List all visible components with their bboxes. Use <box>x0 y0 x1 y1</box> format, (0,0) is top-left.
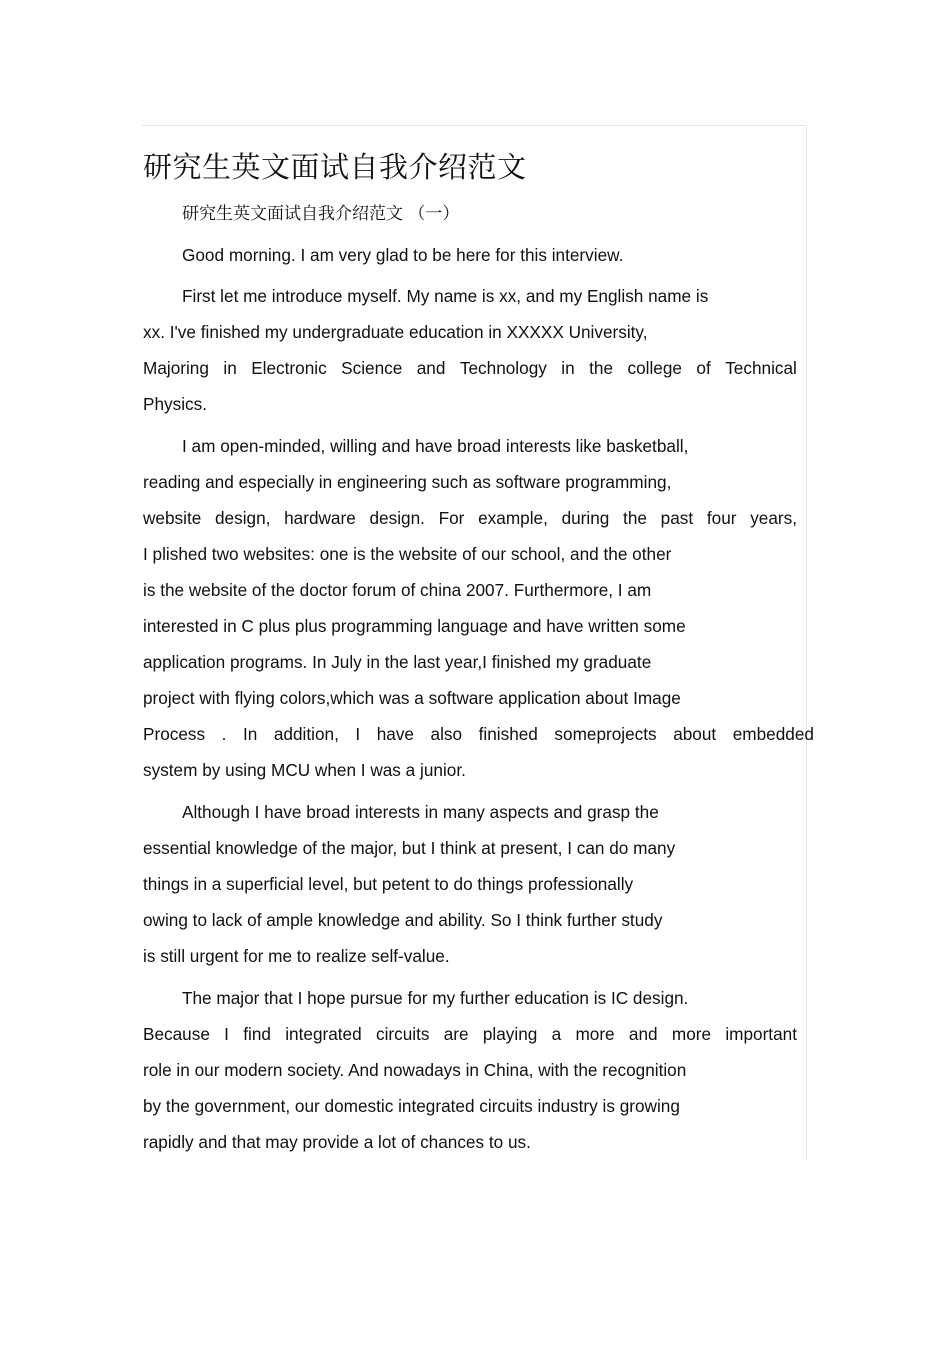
text-line: First let me introduce myself. My name is xx, and my English name is <box>182 286 709 306</box>
word: a <box>551 1024 562 1044</box>
text-line: project with flying colors,which was a software application about Image <box>143 688 681 708</box>
text-line-justified <box>143 500 797 536</box>
text-line: Good morning. I am very glad to be here for this interview. <box>182 245 624 265</box>
text-line: system by using MCU when I was a junior. <box>143 760 466 780</box>
word: find <box>243 1024 271 1044</box>
word: . <box>221 724 227 744</box>
text-line: is still urgent for me to realize self-value. <box>143 946 450 966</box>
word: integrated <box>285 1024 362 1044</box>
text-line-justified <box>143 716 814 752</box>
text-line: application programs. In July in the last year,I finished my graduate <box>143 652 652 672</box>
word: past <box>660 508 694 528</box>
word: I <box>224 1024 229 1044</box>
text-line-justified <box>143 1016 797 1052</box>
text-line: The major that I hope pursue for my further education is IC design. <box>182 988 689 1008</box>
document-subtitle: 研究生英文面试自我介绍范文 （一） <box>182 204 460 224</box>
word: have <box>376 724 414 744</box>
word: playing <box>482 1024 538 1044</box>
text-line: owing to lack of ample knowledge and ability. So I think further study <box>143 910 663 930</box>
word: hardware <box>284 508 356 528</box>
word: about <box>673 724 717 744</box>
text-line: by the government, our domestic integrated circuits industry is growing <box>143 1096 680 1116</box>
word: In <box>242 724 258 744</box>
word: important <box>725 1024 797 1044</box>
word: embedded <box>732 724 814 744</box>
text-line: Physics. <box>143 394 207 414</box>
text-line: interested in C plus plus programming language and have written some <box>143 616 686 636</box>
text-line: essential knowledge of the major, but I think at present, I can do many <box>143 838 676 858</box>
word: For <box>438 508 465 528</box>
paragraph-introduction <box>143 278 813 422</box>
text-line: xx. I've finished my undergraduate education in XXXXX University, <box>143 322 648 342</box>
word: addition, <box>273 724 339 744</box>
word: example, <box>478 508 548 528</box>
word: Because <box>143 1024 210 1044</box>
word: Technology <box>459 358 547 378</box>
paragraph-major <box>143 980 813 1160</box>
paragraph-interests <box>143 428 813 788</box>
word: and <box>416 358 446 378</box>
word: also <box>430 724 463 744</box>
word: design. <box>369 508 425 528</box>
word: I <box>355 724 361 744</box>
word: finished <box>478 724 538 744</box>
word: more <box>671 1024 712 1044</box>
word: four <box>706 508 737 528</box>
word: of <box>696 358 711 378</box>
text-line: is the website of the doctor forum of china 2007. Furthermore, I am <box>143 580 652 600</box>
word: design, <box>214 508 271 528</box>
word: are <box>443 1024 469 1044</box>
word: during <box>561 508 610 528</box>
word: more <box>575 1024 615 1044</box>
word: years, <box>750 508 797 528</box>
text-line: role in our modern society. And nowadays in China, with the recognition <box>143 1060 687 1080</box>
word: Science <box>341 358 403 378</box>
text-line: reading and especially in engineering such as software programming, <box>143 472 672 492</box>
word: in <box>223 358 237 378</box>
text-line: Although I have broad interests in many aspects and grasp the <box>182 802 659 822</box>
word: Technical <box>725 358 797 378</box>
document-body <box>143 140 813 1160</box>
text-line: things in a superficial level, but petent to do things professionally <box>143 874 634 894</box>
text-line: rapidly and that may provide a lot of chances to us. <box>143 1132 531 1152</box>
paragraph-greeting <box>143 237 813 273</box>
word: someprojects <box>554 724 657 744</box>
paragraph-motivation <box>143 794 813 974</box>
word: the <box>589 358 614 378</box>
word: college <box>627 358 682 378</box>
word: Majoring <box>143 358 209 378</box>
word: circuits <box>375 1024 430 1044</box>
word: Process <box>143 724 206 744</box>
text-line-justified <box>143 350 797 386</box>
word: the <box>623 508 647 528</box>
text-line: I am open-minded, willing and have broad interests like basketball, <box>182 436 689 456</box>
word: in <box>561 358 575 378</box>
document-title: 研究生英文面试自我介绍范文 <box>143 150 527 184</box>
word: website <box>143 508 202 528</box>
word: and <box>628 1024 658 1044</box>
text-line: I plished two websites: one is the website of our school, and the other <box>143 544 672 564</box>
word: Electronic <box>251 358 327 378</box>
